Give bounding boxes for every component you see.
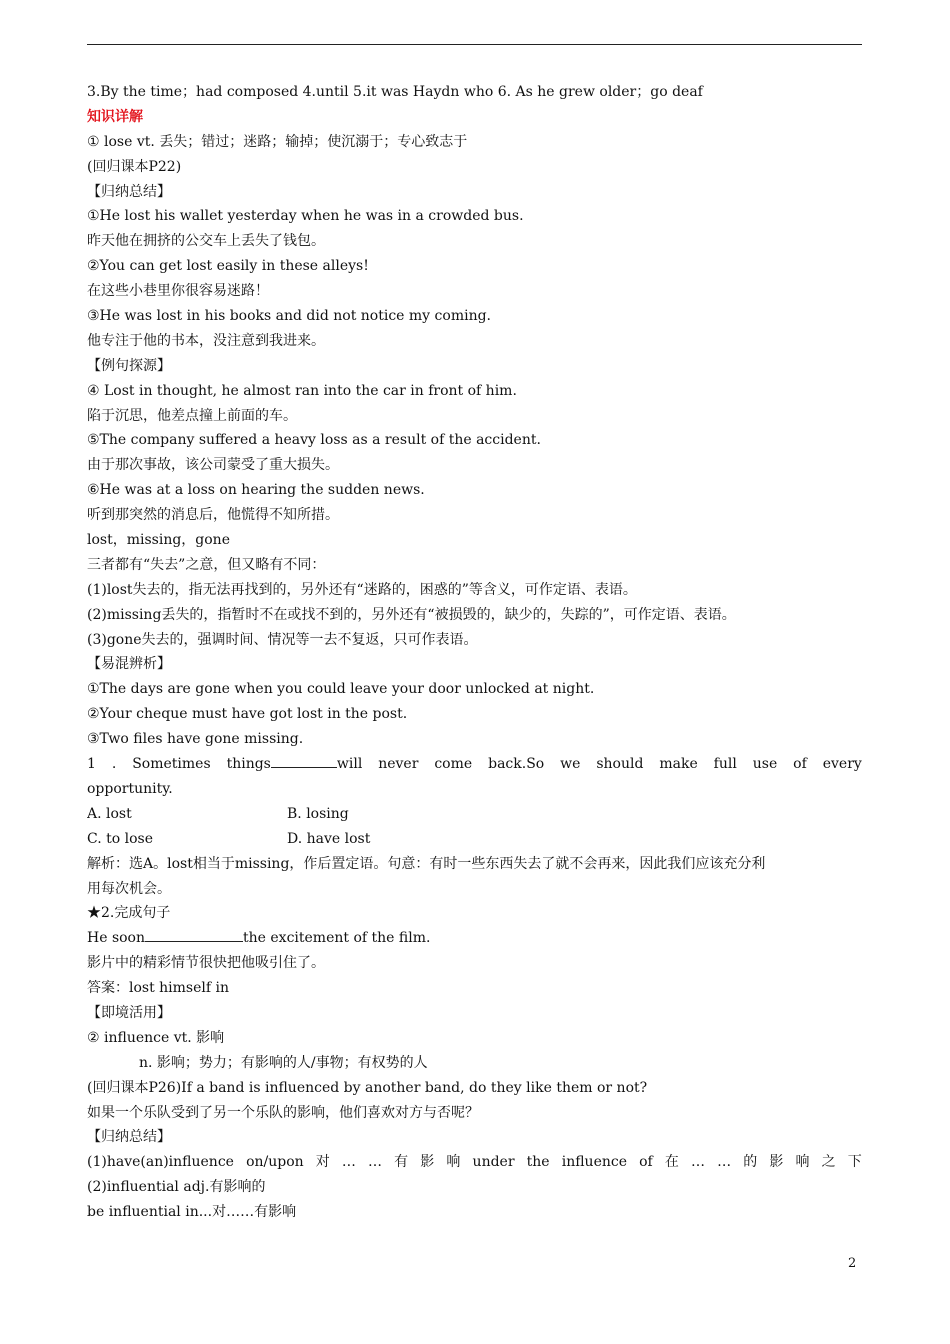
example-en: ②Your cheque must have got lost in the post. [87,706,408,723]
example-en: ①The days are gone when you could leave your door unlocked at night. [87,681,595,698]
compare-words: lost，missing，gone [87,532,230,549]
subheading: 【例句探源】 [87,357,171,374]
example-zh: 陷于沉思，他差点撞上前面的车。 [87,407,297,424]
compare-item: (3)gone失去的，强调时间、情况等一去不复返，只可作表语。 [87,631,478,648]
vocab-entry: ② influence vt. 影响 [87,1029,225,1046]
example-en: ③Two files have gone missing. [87,731,304,748]
options-row [87,827,862,852]
compare-intro: 三者都有“失去”之意，但又略有不同： [87,556,326,573]
option-b: B. losing [287,805,349,822]
compare-item: (2)missing丢失的，指暂时不在或找不到的，另外还有“被损毁的，缺少的，失踪的”，可作定语、表语。 [87,606,736,623]
page-content [87,80,862,1225]
phrase-line: (1)have(an)influence on/upon 对 … … 有 影 响 under the influence of 在 … … 的 影 响 之 下 [87,1154,862,1171]
vocab-entry: ① lose vt. 丢失；错过；迷路；输掉；使沉溺于；专心致志于 [87,133,468,150]
example-en: ②You can get lost easily in these alleys! [87,258,369,275]
question-2-heading: ★2.完成句子 [87,905,171,922]
answer-blank [271,753,337,768]
subheading: 【归纳总结】 [87,1129,171,1146]
section-heading: 知识详解 [87,108,143,125]
analysis-cont: 用每次机会。 [87,880,171,897]
analysis: 解析：选A。lost相当于missing，作后置定语。句意：有时一些东西失去了就不会再来，因此我们应该充分利 [87,855,766,872]
textbook-ref: (回归课本P26)If a band is influenced by another band, do they like them or not? [87,1079,648,1096]
option-a: A. lost [87,805,132,822]
textbook-translation: 如果一个乐队受到了另一个乐队的影响，他们喜欢对方与否呢？ [87,1104,479,1121]
example-en: ⑤The company suffered a heavy loss as a result of the accident. [87,432,541,449]
options-row [87,802,862,827]
vocab-noun-sense: n. 影响；势力；有影响的人/事物；有权势的人 [139,1054,428,1071]
example-en: ①He lost his wallet yesterday when he was in a crowded bus. [87,208,524,225]
answer-blank [145,927,243,942]
subheading: 【归纳总结】 [87,183,171,200]
subheading: 【即境活用】 [87,1004,171,1021]
question-1-cont: opportunity. [87,780,173,797]
option-d: D. have lost [287,830,371,847]
example-zh: 在这些小巷里你很容易迷路！ [87,283,269,300]
example-en: ⑥He was at a loss on hearing the sudden news. [87,482,425,499]
phrase-line: be influential in...对……有影响 [87,1204,297,1221]
phrase-line: (2)influential adj.有影响的 [87,1179,266,1196]
option-c: C. to lose [87,830,153,847]
page-number: 2 [848,1256,857,1271]
example-zh: 由于那次事故，该公司蒙受了重大损失。 [87,457,339,474]
example-zh: 昨天他在拥挤的公交车上丢失了钱包。 [87,233,325,250]
question-2-answer: 答案：lost himself in [87,980,230,997]
example-zh: 听到那突然的消息后，他慌得不知所措。 [87,507,339,524]
subheading: 【易混辨析】 [87,656,171,673]
textbook-ref: (回归课本P22) [87,158,182,175]
example-en: ④ Lost in thought, he almost ran into the car in front of him. [87,382,517,399]
question-2: He soon the excitement of the film. [87,926,862,951]
compare-item: (1)lost失去的，指无法再找到的，另外还有“迷路的，困惑的”等含义，可作定语、表语。 [87,581,637,598]
header-rule [87,44,862,45]
example-en: ③He was lost in his books and did not notice my coming. [87,308,491,325]
question-1: 1 . Sometimes things will never come back.So we should make full use of every [87,752,862,777]
answer-line: 3.By the time；had composed 4.until 5.it was Haydn who 6. As he grew older；go deaf [87,84,703,100]
question-2-translation: 影片中的精彩情节很快把他吸引住了。 [87,955,325,972]
example-zh: 他专注于他的书本，没注意到我进来。 [87,332,325,349]
